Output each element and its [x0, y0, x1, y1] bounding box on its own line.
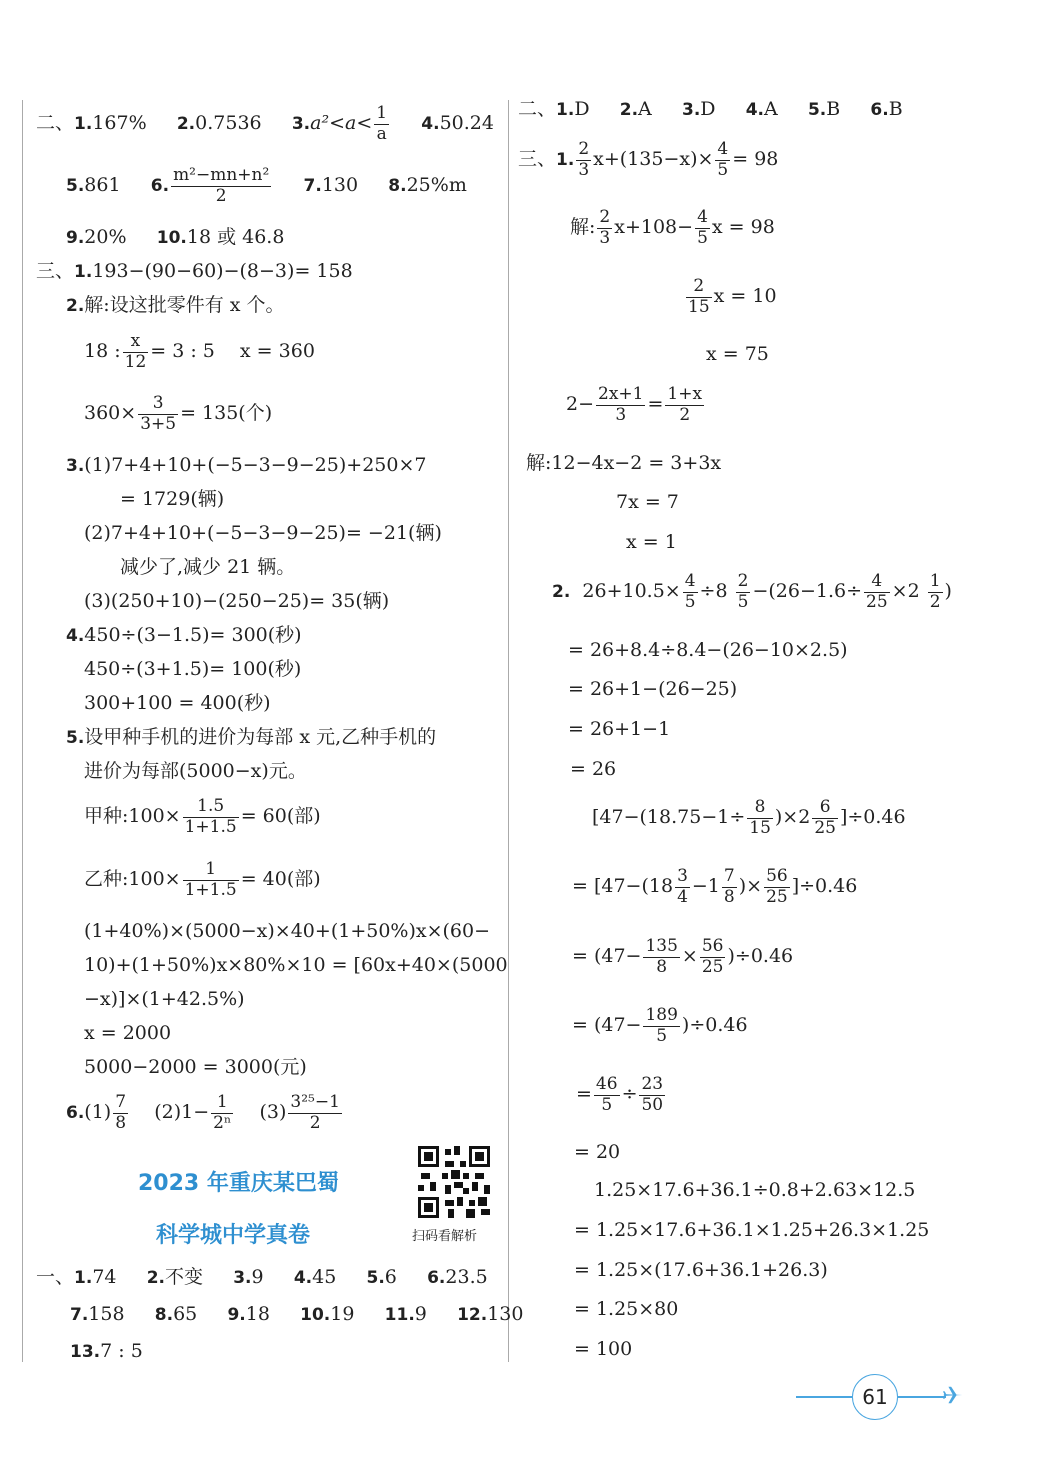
right-calc3-step3: = 1.25×80: [574, 1298, 679, 1320]
left-q5-line7: −x)]×(1+42.5%): [84, 988, 245, 1010]
right-calc3: 1.25×17.6+36.1÷0.8+2.63×12.5: [594, 1179, 916, 1201]
left-s2-line2: 5.861 6. $\frac{\text{m²−mn+n²}}{2}$ 7.130 8.25%m: [66, 165, 467, 206]
left-q5-line4: 乙种:100× $\frac{1}{1+1.5}$ = 40(部): [84, 859, 321, 900]
right-eq2: 2− $\frac{2x+1}{3}$ = $\frac{1+x}{2}$: [566, 384, 703, 425]
column-divider: [508, 100, 509, 1362]
qr-code[interactable]: [418, 1146, 490, 1218]
right-calc2-step1: = [47−(18 $\frac{3}{4}$ −1 $\frac{7}{8}$ )× $\frac{56}{25}$ ]÷0.46: [572, 866, 858, 907]
right-calc3-step1: = 1.25×17.6+36.1×1.25+26.3×1.25: [574, 1219, 930, 1241]
left-s1-line3: 13.7 : 5: [70, 1340, 143, 1362]
left-q5-line3: 甲种:100× $\frac{1.5}{1+1.5}$ = 60(部): [84, 796, 321, 837]
right-calc1-step4: = 26: [570, 758, 617, 780]
right-calc1-step1: = 26+8.4÷8.4−(26−10×2.5): [568, 639, 848, 661]
left-q3-line4: 减少了,减少 21 辆。: [120, 556, 296, 578]
right-calc2-step4: = $\frac{46}{5}$ ÷ $\frac{23}{50}$: [576, 1074, 664, 1115]
left-q5-line5: (1+40%)×(5000−x)×40+(1+50%)x×(60−: [84, 920, 491, 942]
right-eq2-step1: 解:12−4x−2 = 3+3x: [526, 452, 722, 474]
right-calc3-step4: = 100: [574, 1338, 633, 1360]
right-eq1-step3: x = 75: [706, 343, 769, 365]
exam-title-line1: 2023 年重庆某巴蜀: [138, 1171, 339, 1196]
left-q4-line3: 300+100 = 400(秒): [84, 692, 271, 714]
right-eq1-step1: 解: $\frac{2}{3}$ x+108− $\frac{4}{5}$ x = 98: [570, 207, 775, 248]
right-calc1-step3: = 26+1−1: [568, 718, 671, 740]
page-number: 61: [852, 1374, 898, 1420]
left-q5-line1: 5.设甲种手机的进价为每部 x 元,乙种手机的: [66, 726, 437, 748]
left-margin-rule: [22, 100, 23, 1362]
right-eq2-step3: x = 1: [626, 531, 677, 553]
qr-label: 扫码看解析: [412, 1229, 478, 1244]
left-s2-line3: 9.20% 10.18 或 46.8: [66, 226, 285, 248]
left-q3-line5: (3)(250+10)−(250−25)= 35(辆): [84, 590, 390, 612]
right-calc1-step2: = 26+1−(26−25): [568, 678, 738, 700]
left-q3-line3: (2)7+4+10+(−5−3−9−25)= −21(辆): [84, 522, 442, 544]
left-q5-line2: 进价为每部(5000−x)元。: [84, 760, 307, 782]
left-q3-line1: 3.(1)7+4+10+(−5−3−9−25)+250×7: [66, 454, 427, 476]
left-q4-line2: 450÷(3+1.5)= 100(秒): [84, 658, 302, 680]
left-q4-line1: 4.450÷(3−1.5)= 300(秒): [66, 624, 302, 646]
right-eq1-step2: $\frac{2}{15}$ x = 10: [688, 276, 777, 317]
left-q5-line9: 5000−2000 = 3000(元): [84, 1056, 307, 1078]
left-s1-line2: 7.158 8.65 9.18 10.19 11.9 12.130: [70, 1303, 524, 1325]
left-q5-line8: x = 2000: [84, 1022, 172, 1044]
left-q6: 6.(1) $\frac{7}{8}$ (2)1− $\frac{1}{\text{2ⁿ}}$ (3) $\frac{\text{3²⁵−1}}{2}$: [66, 1092, 340, 1133]
right-calc2: [47−(18.75−1÷ $\frac{8}{15}$ )×2 $\frac{6}{25}$ ]÷0.46: [592, 797, 906, 838]
left-s2-line1: 二、1.167% 2.0.7536 3.a²<a< $\frac{1}{a}$ 4.50.24: [36, 103, 494, 144]
right-s2: 二、1.D 2.A 3.D 4.A 5.B 6.B: [518, 98, 903, 120]
left-s3-q2-line1: 2.解:设这批零件有 x 个。: [66, 294, 285, 316]
left-s1-line1: 一、1.74 2.不变 3.9 4.45 5.6 6.23.5: [36, 1266, 488, 1288]
page-number-line-left: [796, 1396, 852, 1398]
right-calc1: 2. 26+10.5× $\frac{4}{5}$ ÷8 $\frac{2}{5}$ −(26−1.6÷ $\frac{4}{25}$ ×2 $\frac{1}{2}$ ): [552, 571, 952, 612]
left-s3-q2-line3: 360× $\frac{3}{3+5}$ = 135(个): [84, 393, 273, 434]
page-number-line-right: [898, 1396, 946, 1398]
right-eq2-step2: 7x = 7: [616, 491, 679, 513]
right-calc2-step3: = (47− $\frac{189}{5}$ )÷0.46: [572, 1005, 748, 1046]
left-s3-q2-line2: 18 : $\frac{x}{12}$ = 3 : 5 x = 360: [84, 331, 315, 372]
right-calc2-step5: = 20: [574, 1141, 621, 1163]
airplane-icon: [942, 1384, 964, 1406]
right-eq1: 三、1. $\frac{2}{3}$ x+(135−x)× $\frac{4}{5}$ = 98: [518, 139, 779, 180]
right-calc2-step2: = (47− $\frac{135}{8}$ × $\frac{56}{25}$ )÷0.46: [572, 936, 794, 977]
left-s3-q1: 三、1.193−(90−60)−(8−3)= 158: [36, 260, 353, 282]
right-calc3-step2: = 1.25×(17.6+36.1+26.3): [574, 1259, 828, 1281]
left-q5-line6: 10)+(1+50%)x×80%×10 = [60x+40×(5000: [84, 954, 508, 976]
left-q3-line2: = 1729(辆): [120, 488, 225, 510]
exam-title-line2: 科学城中学真卷: [156, 1223, 311, 1248]
